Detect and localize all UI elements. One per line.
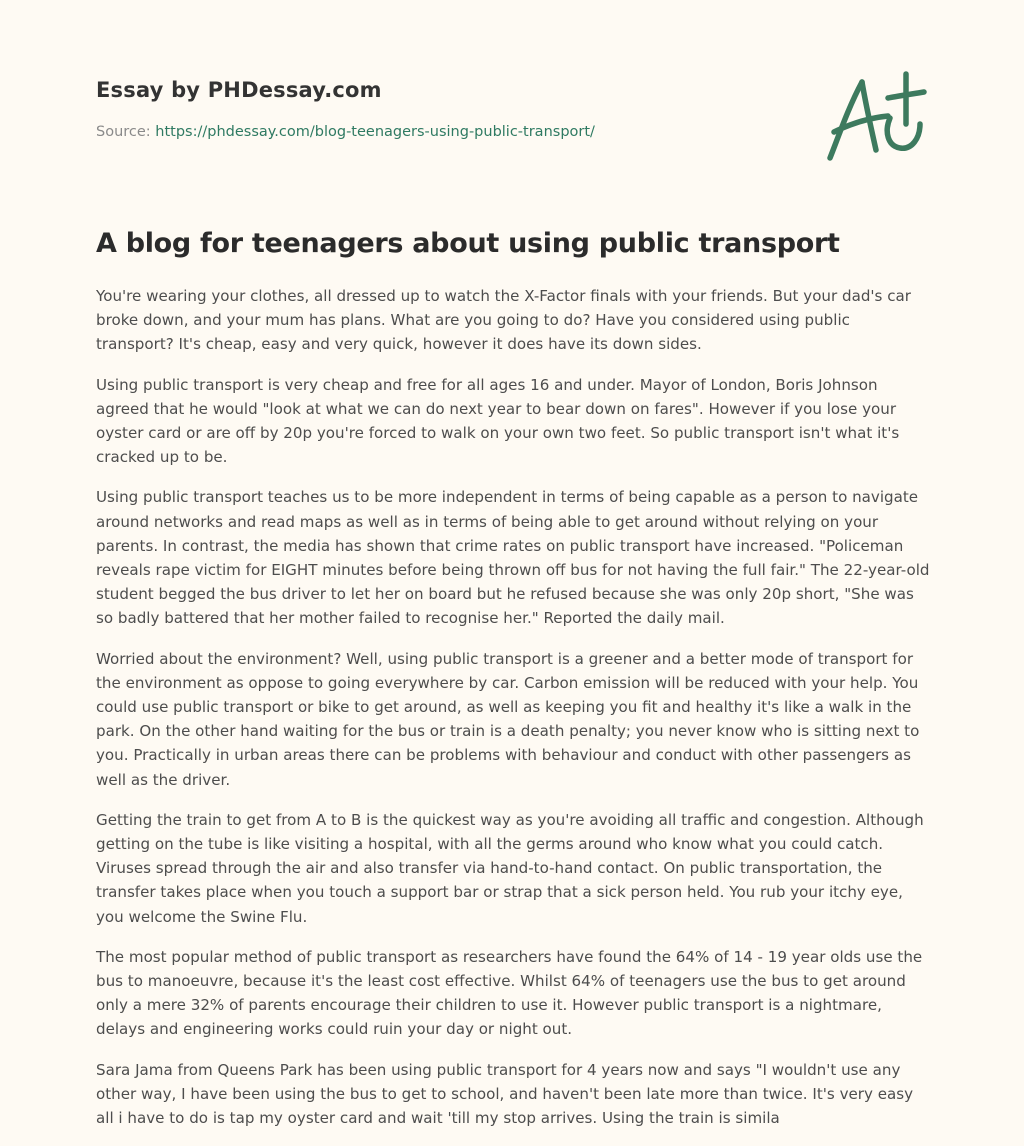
paragraph: The most popular method of public transport as researchers have found the 64% of 14 - 19 year olds use the bus to manoeuvre, because it's the least cost effective. Whilst 64% of teenagers use the bus to get around only a mere 32% of parents encourage their children to use it. However public transport is a nightmare, delays and engineering works could ruin your day or night out.	[96, 947, 923, 1039]
paragraph: Getting the train to get from A to B is the quickest way as you're avoiding all traffic and congestion. Although getting on the tube is like visiting a hospital, with all the germs around who know what you could catch. Viruses spread through the air and also transfer via hand-to-hand contact. On public transportation, the transfer takes place when you touch a support bar or strap that a sick person held. You rub your itchy eye, you welcome the Swine Flu.	[96, 810, 924, 926]
article-title: A blog for teenagers about using public transport	[96, 228, 840, 259]
paragraph: Using public transport teaches us to be more independent in terms of being capable as a person to navigate around networks and read maps as well as in terms of being able to get around without relying on your parents. In contrast, the media has shown that crime rates on public transport have increased. "Policeman reveals rape victim for EIGHT minutes before being thrown off bus for not having the full fair." The 22-year-old student begged the bus driver to let her on board but he refused because she was only 20p short, "She was so badly battered that her mother failed to recognise her." Reported the daily mail.	[96, 488, 930, 628]
paragraph: Using public transport is very cheap and free for all ages 16 and under. Mayor of London, Boris Johnson agreed that he would "look at what we can do next year to bear down on fares". However if you lose your oyster card or are off by 20p you're forced to walk on your own two feet. So public transport isn't what it's cracked up to be.	[96, 375, 900, 467]
source-link[interactable]: https://phdessay.com/blog-teenagers-using-public-transport/	[155, 124, 595, 140]
source-label: Source:	[96, 124, 156, 140]
page-header	[96, 76, 796, 142]
article-body	[96, 284, 930, 1146]
paragraph: You're wearing your clothes, all dressed up to watch the X-Factor finals with your friends. But your dad's car broke down, and your mum has plans. What are you going to do? Have you considered using public transport? It's cheap, easy and very quick, however it does have its down sides.	[96, 287, 911, 354]
paragraph: Sara Jama from Queens Park has been using public transport for 4 years now and says "I wouldn't use any other way, I have been using the bus to get to school, and haven't been late more than twice. It's very easy all i have to do is tap my oyster card and wait 'till my stop arrives. Using the train is simila	[96, 1060, 914, 1128]
source-line	[96, 122, 796, 142]
a-plus-logo	[822, 66, 928, 166]
site-brand: Essay by PHDessay.com	[96, 78, 382, 102]
paragraph: Worried about the environment? Well, using public transport is a greener and a better mode of transport for the environment as oppose to going everywhere by car. Carbon emission will be reduced with your help. You could use public transport or bike to get around, as well as keeping you fit and healthy it's like a walk in the park. On the other hand waiting for the bus or train is a death penalty; you never know who is sitting next to you. Practically in urban areas there can be problems with behaviour and conduct with other passengers as well as the driver.	[96, 649, 920, 789]
